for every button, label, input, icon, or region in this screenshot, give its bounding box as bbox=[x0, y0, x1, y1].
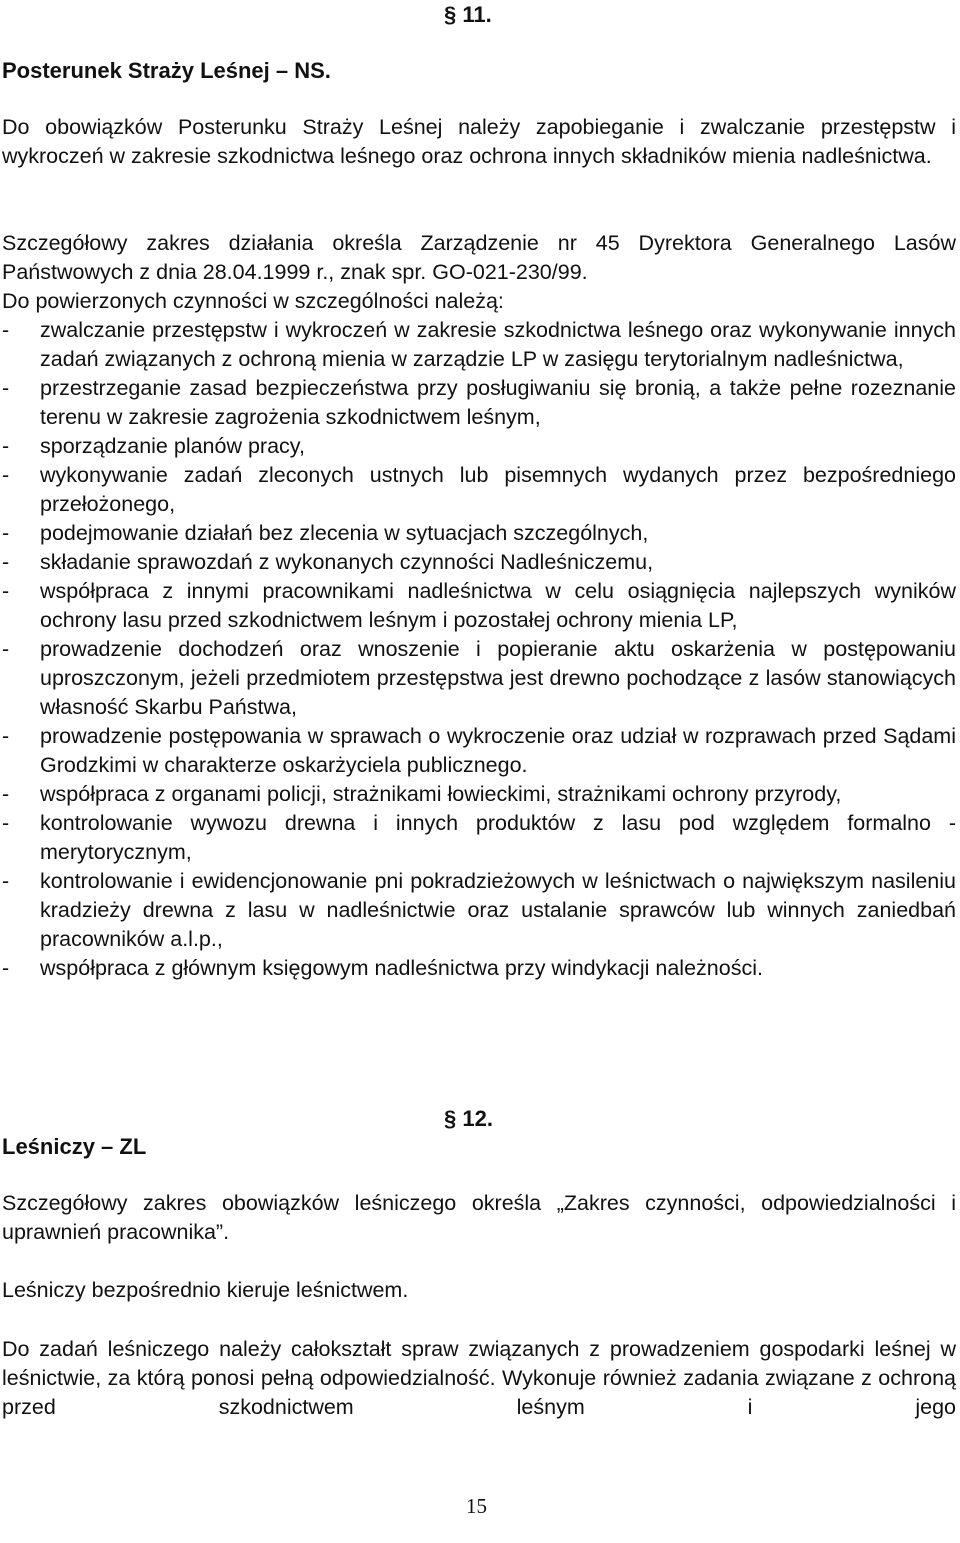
list-item bbox=[2, 432, 956, 461]
page-number: 15 bbox=[466, 1494, 487, 1518]
list-item bbox=[2, 461, 956, 519]
list-item-text: przestrzeganie zasad bezpieczeństwa przy posługiwaniu się bronią, a także pełne rozeznanie terenu w zakresie zagrożenia szkodnictwem leśnym, bbox=[40, 376, 956, 429]
list-item bbox=[2, 519, 956, 548]
list-item bbox=[2, 548, 956, 577]
list-item bbox=[2, 954, 956, 983]
list-dash: - bbox=[2, 318, 10, 342]
list-item bbox=[2, 780, 956, 809]
list-dash: - bbox=[2, 637, 10, 661]
list-item bbox=[2, 809, 956, 867]
list-item-text: kontrolowanie i ewidencjonowanie pni pokradzieżowych w leśnictwach o największym nasileniu kradzieży drewna z lasu w nadleśnictwie oraz ustalanie sprawców lub winnych zaniedbań pracowników a.l.p., bbox=[40, 869, 956, 951]
section-11-heading: Posterunek Straży Leśnej – NS. bbox=[2, 58, 331, 83]
list-dash: - bbox=[2, 579, 10, 603]
section-11-duties-list bbox=[2, 316, 956, 983]
list-dash: - bbox=[2, 724, 10, 748]
list-dash: - bbox=[2, 782, 10, 806]
section-11-mark: § 11. bbox=[444, 2, 492, 27]
list-item-text: współpraca z innymi pracownikami nadleśnictwa w celu osiągnięcia najlepszych wyników ochrony lasu przed szkodnictwem leśnym i pozostałej ochrony mienia LP, bbox=[40, 579, 956, 632]
section-12-heading: Leśniczy – ZL bbox=[2, 1134, 147, 1159]
section-11-intro: Do obowiązków Posterunku Straży Leśnej należy zapobieganie i zwalczanie przestępstw i wykroczeń w zakresie szkodnictwa leśnego oraz ochrona innych składników mienia nadleśnictwa. bbox=[2, 115, 956, 168]
list-item-text: współpraca z organami policji, strażnikami łowieckimi, strażnikami ochrony przyrody, bbox=[40, 782, 842, 806]
list-item-text: współpraca z głównym księgowym nadleśnictwa przy windykacji należności. bbox=[40, 956, 763, 980]
list-item-text: prowadzenie dochodzeń oraz wnoszenie i popieranie aktu oskarżenia w postępowaniu uproszczonym, jeżeli przedmiotem przestępstwa jest drewno pochodzące z lasów stanowiących własność Skarbu Państwa, bbox=[40, 637, 956, 719]
list-dash: - bbox=[2, 463, 10, 487]
list-dash: - bbox=[2, 376, 10, 400]
list-item bbox=[2, 867, 956, 954]
list-item-text: sporządzanie planów pracy, bbox=[40, 434, 305, 458]
list-dash: - bbox=[2, 811, 10, 835]
list-item-text: prowadzenie postępowania w sprawach o wykroczenie oraz udział w rozprawach przed Sądami Grodzkimi w charakterze oskarżyciela publicznego. bbox=[40, 724, 956, 777]
section-11-duties-lead: Do powierzonych czynności w szczególności należą: bbox=[2, 289, 504, 313]
section-12-tasks: Do zadań leśniczego należy całokształt spraw związanych z prowadzeniem gospodarki leśnej w leśnictwie, za którą ponosi pełną odpowiedzialność. Wykonuje również zadania związane z ochroną przed szkodnictwem leśnym i jego bbox=[2, 1337, 956, 1419]
list-item bbox=[2, 635, 956, 722]
list-item-text: składanie sprawozdań z wykonanych czynności Nadleśniczemu, bbox=[40, 550, 654, 574]
list-item-text: zwalczanie przestępstw i wykroczeń w zakresie szkodnictwa leśnego oraz wykonywanie innych zadań związanych z ochroną mienia w zarządzie LP w zasięgu terytorialnym nadleśnictwa, bbox=[40, 318, 956, 371]
list-item-text: wykonywanie zadań zleconych ustnych lub pisemnych wydanych przez bezpośredniego przełożonego, bbox=[40, 463, 956, 516]
list-item bbox=[2, 374, 956, 432]
list-dash: - bbox=[2, 434, 10, 458]
section-12-scope: Szczegółowy zakres obowiązków leśniczego określa „Zakres czynności, odpowiedzialności i uprawnień pracownika”. bbox=[2, 1191, 956, 1244]
section-12-manages: Leśniczy bezpośrednio kieruje leśnictwem. bbox=[2, 1278, 409, 1302]
section-11-scope: Szczegółowy zakres działania określa Zarządzenie nr 45 Dyrektora Generalnego Lasów Państwowych z dnia 28.04.1999 r., znak spr. GO-021-230/99. bbox=[2, 231, 956, 284]
list-dash: - bbox=[2, 550, 10, 574]
list-item bbox=[2, 722, 956, 780]
list-item-text: podejmowanie działań bez zlecenia w sytuacjach szczególnych, bbox=[40, 521, 649, 545]
list-item-text: kontrolowanie wywozu drewna i innych produktów z lasu pod względem formalno - merytorycznym, bbox=[40, 811, 956, 864]
section-12-mark: § 12. bbox=[444, 1106, 493, 1131]
list-dash: - bbox=[2, 521, 10, 545]
list-item bbox=[2, 316, 956, 374]
list-dash: - bbox=[2, 869, 10, 893]
list-dash: - bbox=[2, 956, 10, 980]
list-item bbox=[2, 577, 956, 635]
